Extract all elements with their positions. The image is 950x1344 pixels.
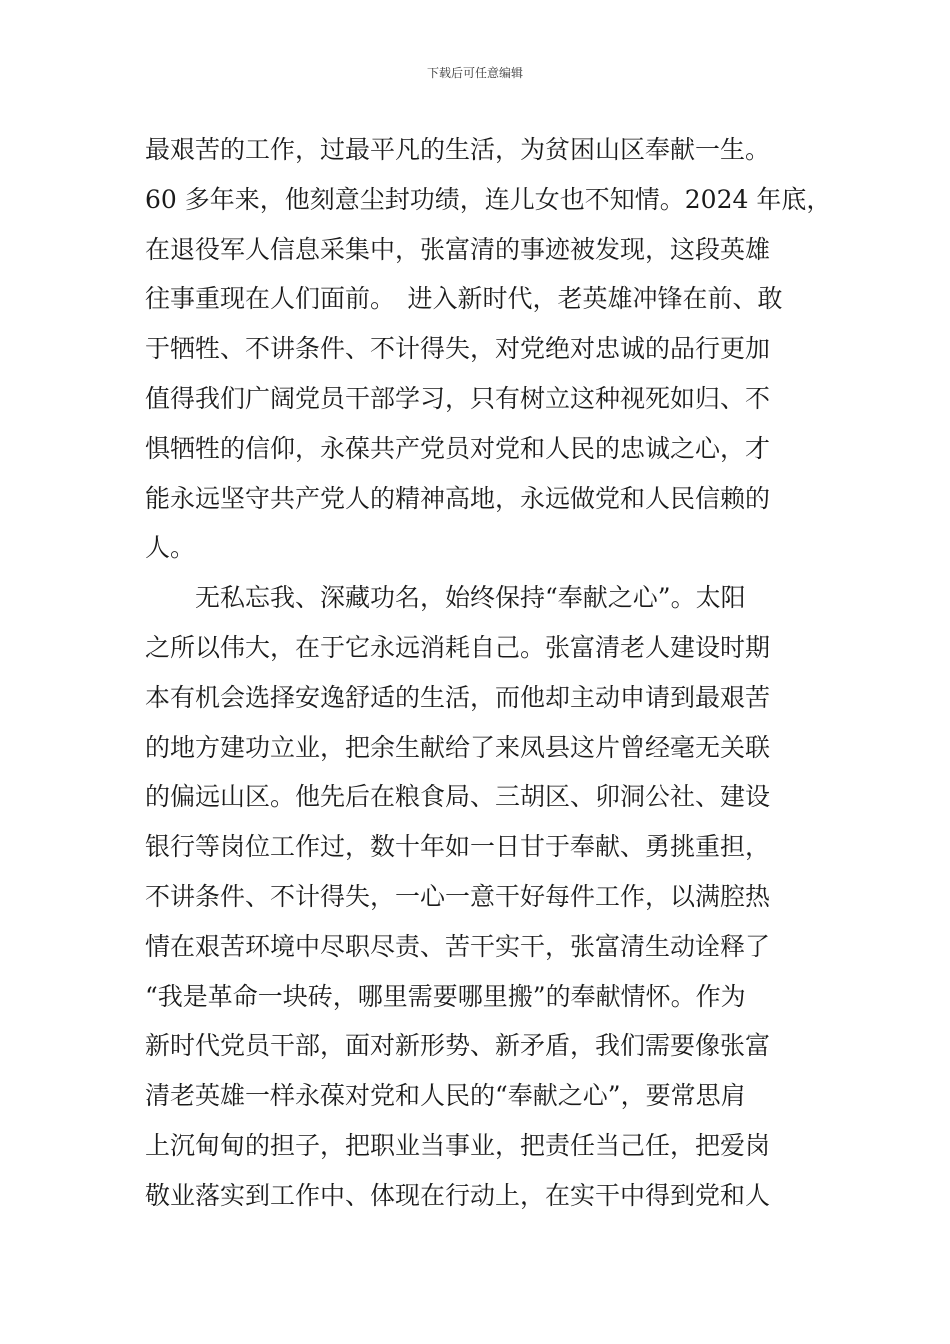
paragraph-2 [145, 573, 815, 1220]
text-line: 最艰苦的工作，过最平凡的生活，为贫困山区奉献一生。 [145, 135, 771, 164]
text-line: 值得我们广阔党员干部学习，只有树立这种视死如归、不 [145, 383, 771, 413]
text-line: 新时代党员干部，面对新形势、新矛盾，我们需要像张富 [145, 1031, 771, 1061]
text-line: 往事重现在人们面前。 进入新时代，老英雄冲锋在前、敢 [145, 284, 783, 314]
text-line: 于牺牲、不讲条件、不计得失，对党绝对忠诚的品行更加 [145, 334, 771, 364]
text-line: 之所以伟大，在于它永远消耗自己。张富清老人建设时期 [145, 632, 771, 662]
document-body [145, 125, 832, 1221]
text-line: 的偏远山区。他先后在粮食局、三胡区、卯洞公社、建设 [145, 782, 771, 812]
text-line: 银行等岗位工作过，数十年如一日甘于奉献、勇挑重担， [145, 832, 771, 862]
paragraph-1 [145, 125, 832, 573]
text-line: 情在艰苦环境中尽职尽责、苦干实干，张富清生动诠释了 [145, 931, 771, 961]
text-line: 能永远坚守共产党人的精神高地，永远做党和人民信赖的 [145, 483, 771, 513]
page-header: 下载后可任意编辑 [426, 66, 523, 80]
text-line: 上沉甸甸的担子，把职业当事业，把责任当己任，把爱岗 [145, 1130, 771, 1160]
text-line: 惧牺牲的信仰，永葆共产党员对党和人民的忠诚之心，才 [145, 433, 771, 463]
text-line: 无私忘我、深藏功名，始终保持“奉献之心”。太阳 [145, 583, 746, 613]
text-line: 60 多年来，他刻意尘封功绩，连儿女也不知情。2024 年底， [145, 184, 832, 214]
text-line: 不讲条件、不计得失，一心一意干好每件工作，以满腔热 [145, 881, 771, 911]
text-line: 人。 [145, 533, 196, 563]
text-line: 本有机会选择安逸舒适的生活，而他却主动申请到最艰苦 [145, 682, 771, 712]
text-line: 在退役军人信息采集中，张富清的事迹被发现，这段英雄 [145, 234, 771, 264]
text-line: 清老英雄一样永葆对党和人民的“奉献之心”，要常思肩 [145, 1081, 746, 1111]
text-line: 的地方建功立业，把余生献给了来凤县这片曾经毫无关联 [145, 732, 771, 762]
text-line: “我是革命一块砖，哪里需要哪里搬”的奉献情怀。作为 [145, 981, 746, 1011]
text-line: 敬业落实到工作中、体现在行动上，在实干中得到党和人 [145, 1180, 771, 1210]
